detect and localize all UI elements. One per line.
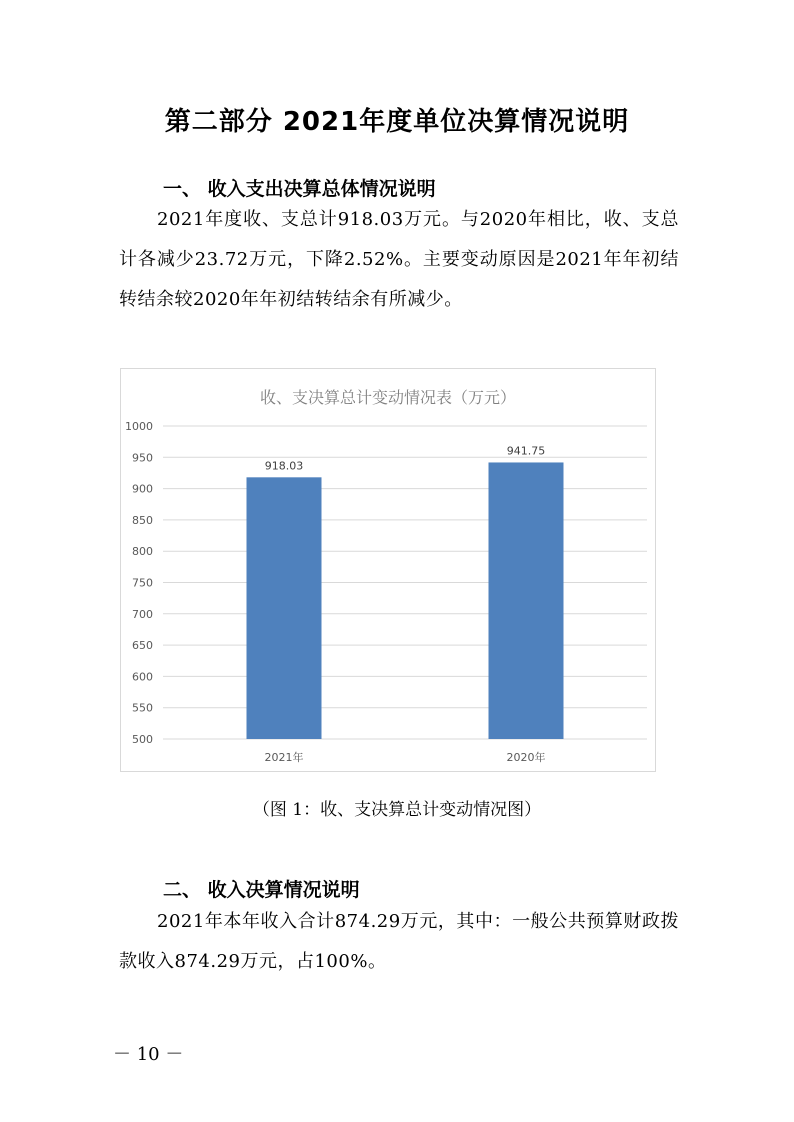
bar-2020年 [489, 462, 564, 739]
section-2-heading: 二、 收入决算情况说明 [163, 879, 360, 901]
section-1-heading: 一、 收入支出决算总体情况说明 [163, 178, 436, 200]
y-tick-label: 900 [132, 482, 153, 496]
y-tick-label: 550 [132, 701, 153, 715]
y-tick-label: 1000 [125, 420, 153, 433]
y-axis-tick-labels [125, 420, 153, 746]
bar-chart [120, 368, 656, 772]
page-number: － 10 － [113, 1044, 184, 1065]
x-axis-tick-labels [265, 750, 546, 764]
x-tick-label: 2020年 [506, 751, 546, 764]
chart-title: 收、支决算总计变动情况表（万元） [259, 388, 517, 407]
y-tick-label: 600 [132, 670, 153, 684]
y-tick-label: 650 [132, 639, 153, 653]
y-tick-label: 500 [132, 733, 153, 746]
data-label: 941.75 [506, 444, 546, 458]
chart-gridlines [163, 426, 647, 739]
y-tick-label: 700 [132, 607, 153, 621]
section-1-paragraph: 2021年度收、支总计918.03万元。与2020年相比，收、支总计各减少23.72万元，下降2.52%。主要变动原因是2021年年初结转结余较2020年年初结转结余有所减少。 [119, 209, 679, 310]
section-2-paragraph: 2021年本年收入合计874.29万元，其中：一般公共预算财政拨款收入874.29万元，占100%。 [119, 911, 679, 972]
chart-bars [247, 462, 564, 739]
page-title: 第二部分 2021年度单位决算情况说明 [164, 107, 630, 137]
y-tick-label: 750 [132, 576, 153, 590]
bar-chart-svg [121, 369, 655, 771]
data-label: 918.03 [264, 459, 304, 473]
y-tick-label: 950 [132, 451, 153, 465]
x-tick-label: 2021年 [264, 751, 304, 764]
bar-2021年 [247, 477, 322, 739]
figure-caption: （图 1：收、支决算总计变动情况图） [252, 800, 542, 820]
y-tick-label: 800 [132, 545, 153, 559]
y-tick-label: 850 [132, 513, 153, 527]
